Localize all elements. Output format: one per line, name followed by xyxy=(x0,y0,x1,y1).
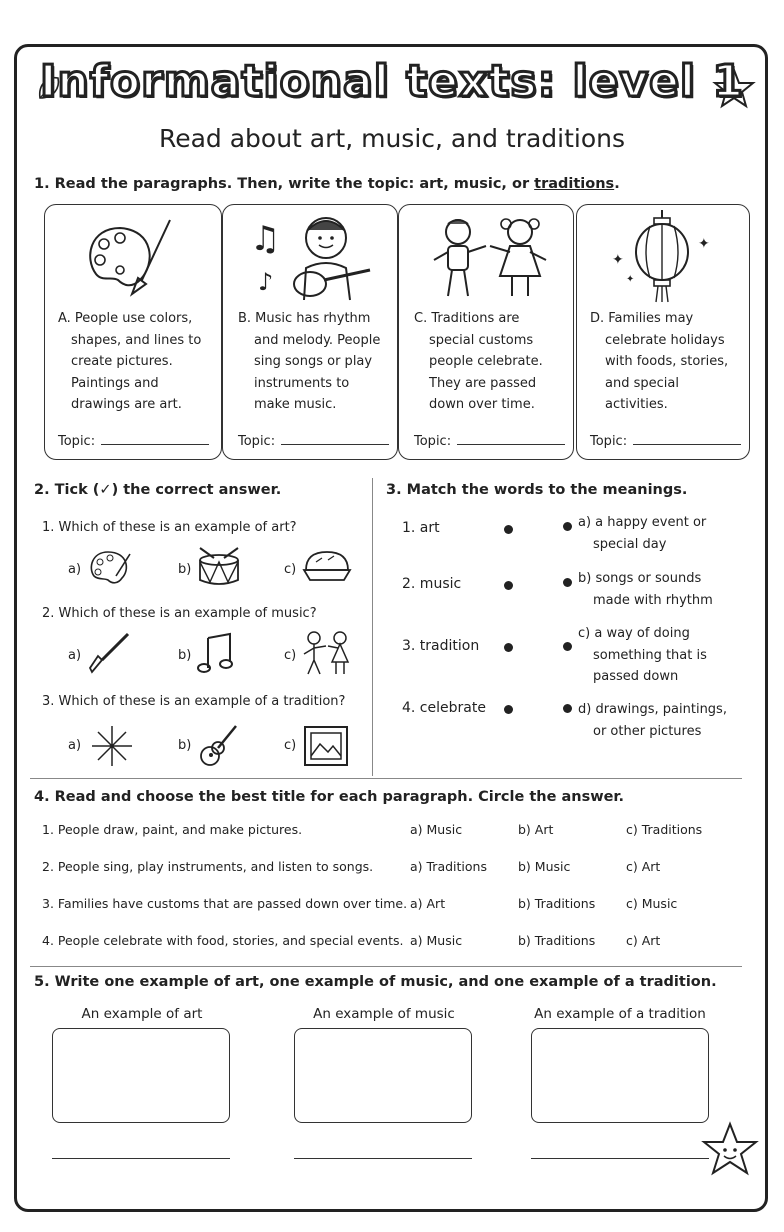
palette-icon[interactable] xyxy=(88,548,132,586)
meaning-a: a) a happy event or special day xyxy=(578,515,707,552)
meaning-b: b) songs or sounds made with rhythm xyxy=(578,571,713,608)
option-letter[interactable]: b) xyxy=(178,738,192,753)
answer-box-art[interactable] xyxy=(52,1028,230,1123)
card-c-text: C. Traditions are special customs people celebrate. They are passed down over time. xyxy=(414,311,543,413)
topic-field-c[interactable]: Topic: xyxy=(414,432,565,449)
divider xyxy=(30,778,742,779)
fireworks-icon[interactable] xyxy=(90,724,134,768)
lantern-icon xyxy=(606,208,718,304)
q4-row-3-option-b[interactable]: b) Traditions xyxy=(518,896,596,911)
answer-line-music[interactable] xyxy=(294,1158,472,1159)
topic-field-b[interactable]: Topic: xyxy=(238,432,389,449)
option-letter[interactable]: c) xyxy=(284,648,297,663)
section4-instruction: 4. Read and choose the best title for each paragraph. Circle the answer. xyxy=(34,789,625,805)
dancing-children-icon[interactable] xyxy=(300,628,354,678)
box-label-art: An example of art xyxy=(81,1006,203,1022)
svg-text:♪: ♪ xyxy=(258,268,274,296)
section-divider xyxy=(372,478,373,776)
section1-instruction: 1. Read the paragraphs. Then, write the topic: art, music, or traditions. xyxy=(34,176,620,192)
q4-row-4-option-b[interactable]: b) Traditions xyxy=(518,933,596,948)
q4-row-2-text: 2. People sing, play instruments, and listen to songs. xyxy=(42,859,374,874)
option-letter[interactable]: a) xyxy=(68,738,82,753)
q4-row-1-text: 1. People draw, paint, and make pictures. xyxy=(42,822,303,837)
topic-field-a[interactable]: Topic: xyxy=(58,432,209,449)
meaning-d: d) drawings, paintings, or other pictures xyxy=(578,702,727,739)
option-letter[interactable]: a) xyxy=(68,648,82,663)
boy-with-guitar-icon xyxy=(246,212,376,302)
answer-line-tradition[interactable] xyxy=(531,1158,709,1159)
section5-instruction: 5. Write one example of art, one example of music, and one example of a tradition. xyxy=(34,974,717,990)
q4-row-4-text: 4. People celebrate with food, stories, and special events. xyxy=(42,933,404,948)
match-dot-right[interactable] xyxy=(563,704,572,713)
q4-row-2-option-b[interactable]: b) Music xyxy=(518,859,571,874)
q4-row-2-option-c[interactable]: c) Art xyxy=(626,859,661,874)
drum-icon[interactable] xyxy=(196,544,242,588)
picture-frame-icon[interactable] xyxy=(302,724,350,768)
dancing-children-icon xyxy=(428,212,558,302)
match-word-3: 3. tradition xyxy=(402,638,480,654)
answer-box-music[interactable] xyxy=(294,1028,472,1123)
q4-row-1-option-b[interactable]: b) Art xyxy=(518,822,554,837)
page-title: Informational texts: level 1 xyxy=(40,56,744,107)
answer-box-tradition[interactable] xyxy=(531,1028,709,1123)
q4-row-3-text: 3. Families have customs that are passed down over time. xyxy=(42,896,408,911)
match-dot-left[interactable] xyxy=(504,581,513,590)
section3-instruction: 3. Match the words to the meanings. xyxy=(386,482,688,498)
option-letter[interactable]: b) xyxy=(178,648,192,663)
match-word-4: 4. celebrate xyxy=(402,700,486,716)
smiling-star-icon xyxy=(700,1120,760,1180)
topic-field-d[interactable]: Topic: xyxy=(590,432,741,449)
box-label-music: An example of music xyxy=(313,1006,455,1022)
option-letter[interactable]: b) xyxy=(178,562,192,577)
q4-row-1-option-c[interactable]: c) Traditions xyxy=(626,822,703,837)
q4-row-2-option-a[interactable]: a) Traditions xyxy=(410,859,487,874)
section2-instruction: 2. Tick (✓) the correct answer. xyxy=(34,482,282,498)
divider xyxy=(30,966,742,967)
option-letter[interactable]: a) xyxy=(68,562,82,577)
match-word-1: 1. art xyxy=(402,520,440,536)
q4-row-4-option-a[interactable]: a) Music xyxy=(410,933,463,948)
paintbrush-icon[interactable] xyxy=(86,630,132,676)
option-letter[interactable]: c) xyxy=(284,738,297,753)
q4-row-3-option-c[interactable]: c) Music xyxy=(626,896,678,911)
q4-row-1-option-a[interactable]: a) Music xyxy=(410,822,463,837)
svg-text:♫: ♫ xyxy=(250,219,281,259)
pie-icon[interactable] xyxy=(302,548,352,586)
svg-text:✦: ✦ xyxy=(612,252,624,268)
card-d-text: D. Families may celebrate holidays with foods, stories, and special activities. xyxy=(590,311,729,413)
q4-row-4-option-c[interactable]: c) Art xyxy=(626,933,661,948)
question-3: 3. Which of these is an example of a tradition? xyxy=(42,694,346,709)
svg-text:✦: ✦ xyxy=(626,274,635,285)
question-1: 1. Which of these is an example of art? xyxy=(42,520,297,535)
music-note-icon[interactable] xyxy=(196,632,236,676)
meaning-c: c) a way of doing something that is passed down xyxy=(578,626,707,684)
card-b-text: B. Music has rhythm and melody. People sing songs or play instruments to make music. xyxy=(238,311,381,413)
option-letter[interactable]: c) xyxy=(284,562,297,577)
match-dot-left[interactable] xyxy=(504,705,513,714)
question-2: 2. Which of these is an example of music? xyxy=(42,606,317,621)
page-subtitle: Read about art, music, and traditions xyxy=(158,124,626,153)
answer-line-art[interactable] xyxy=(52,1158,230,1159)
svg-text:✦: ✦ xyxy=(698,236,710,252)
box-label-tradition: An example of a tradition xyxy=(534,1006,706,1022)
guitar-icon[interactable] xyxy=(196,722,242,770)
q4-row-3-option-a[interactable]: a) Art xyxy=(410,896,446,911)
match-dot-left[interactable] xyxy=(504,525,513,534)
match-dot-right[interactable] xyxy=(563,522,572,531)
match-dot-right[interactable] xyxy=(563,642,572,651)
match-dot-right[interactable] xyxy=(563,578,572,587)
match-dot-left[interactable] xyxy=(504,643,513,652)
palette-icon xyxy=(80,218,180,298)
match-word-2: 2. music xyxy=(402,576,462,592)
card-a-text: A. People use colors, shapes, and lines to create pictures. Paintings and drawings are art. xyxy=(58,311,202,413)
